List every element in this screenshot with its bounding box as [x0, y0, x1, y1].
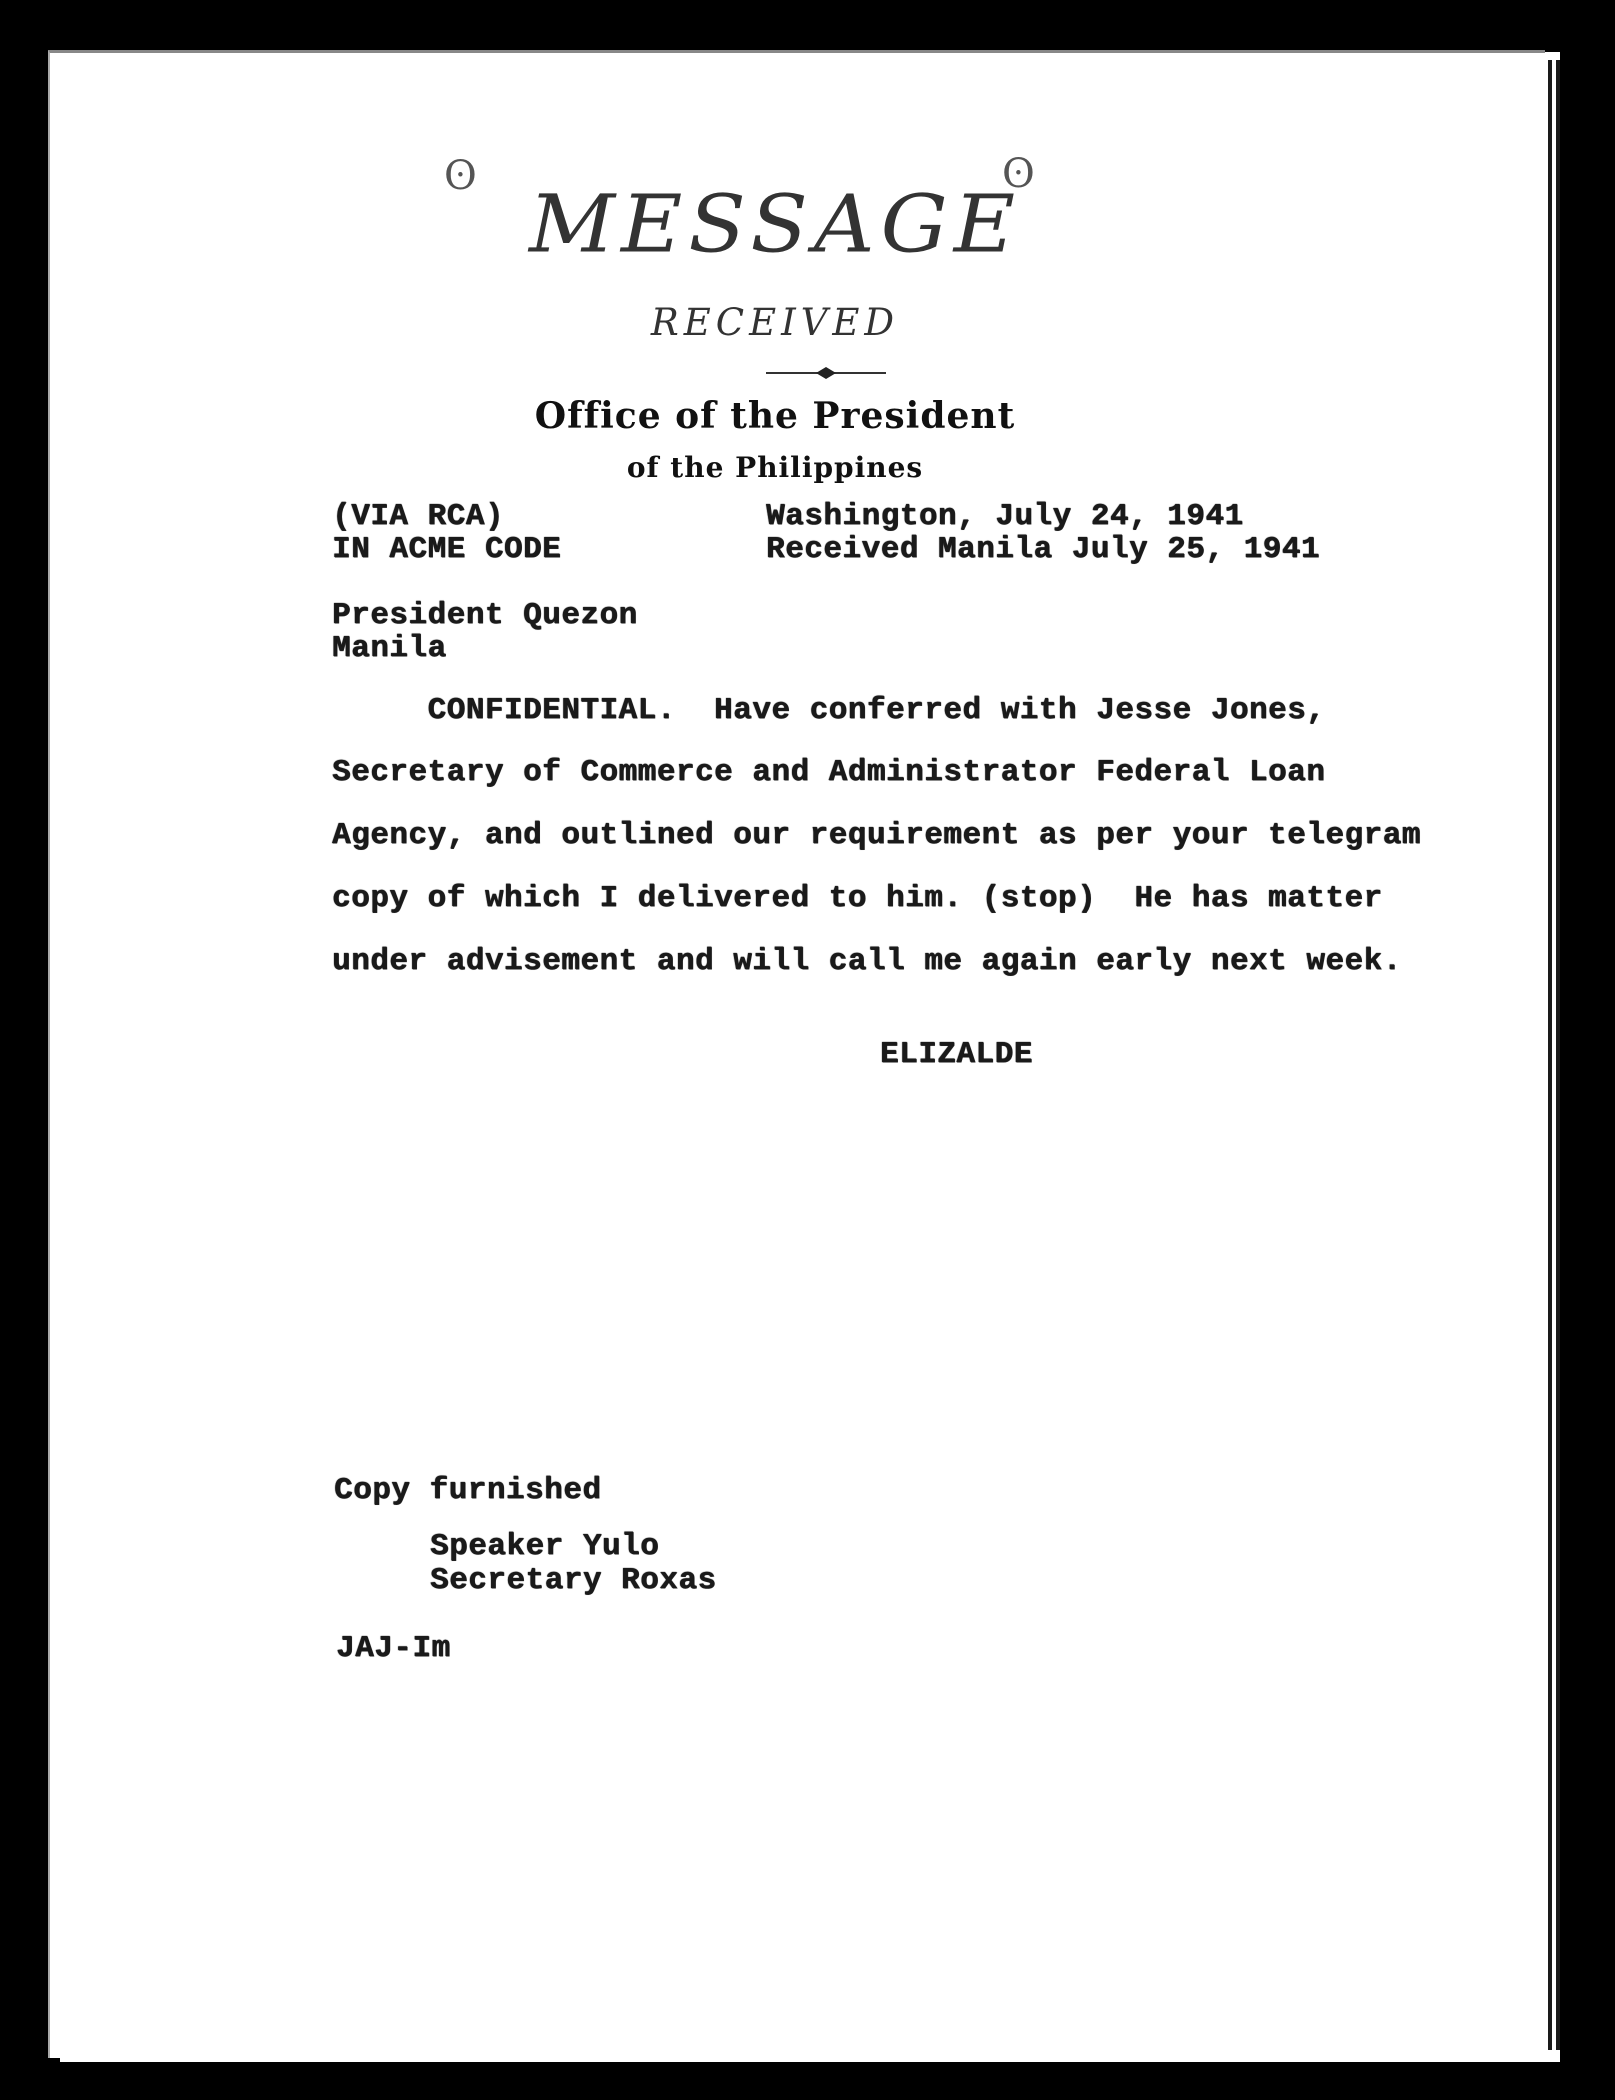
copy-recipient: Secretary Roxas: [430, 1563, 717, 1598]
sent-place-date: Washington, July 24, 1941: [766, 499, 1244, 534]
office-country: of the Philippines: [626, 451, 924, 484]
body-line: under advisement and will call me again early next week.: [332, 944, 1402, 979]
divider-ornament-icon: [766, 365, 886, 381]
copy-furnished-label: Copy furnished: [334, 1473, 602, 1508]
routing-via: (VIA RCA): [332, 499, 504, 534]
copy-recipient: Speaker Yulo: [430, 1529, 660, 1564]
sheet-edge: [1556, 60, 1560, 2050]
body-line: Agency, and outlined our requirement as per your telegram: [332, 818, 1421, 853]
sheet-edge: [1548, 60, 1552, 2050]
punch-mark-right-icon: ʘ: [1002, 151, 1035, 197]
received-place-date: Received Manila July 25, 1941: [766, 532, 1320, 567]
office-name: Office of the President: [534, 395, 1016, 437]
letterhead-subtitle: RECEIVED: [650, 301, 900, 344]
body-line: copy of which I delivered to him. (stop) He has matter: [332, 881, 1383, 916]
punch-mark-left-icon: ʘ: [444, 153, 477, 199]
body-line: CONFIDENTIAL. Have conferred with Jesse Jones,: [332, 693, 1326, 728]
addressee-name: President Quezon: [332, 598, 638, 633]
message-sheet: [48, 50, 1545, 2058]
addressee-city: Manila: [332, 631, 447, 666]
signature: ELIZALDE: [880, 1037, 1033, 1072]
routing-code: IN ACME CODE: [332, 532, 562, 567]
letterhead-title: MESSAGE: [528, 177, 1022, 271]
body-line: Secretary of Commerce and Administrator Federal Loan: [332, 755, 1326, 790]
reference-initials: JAJ-Im: [336, 1631, 451, 1666]
